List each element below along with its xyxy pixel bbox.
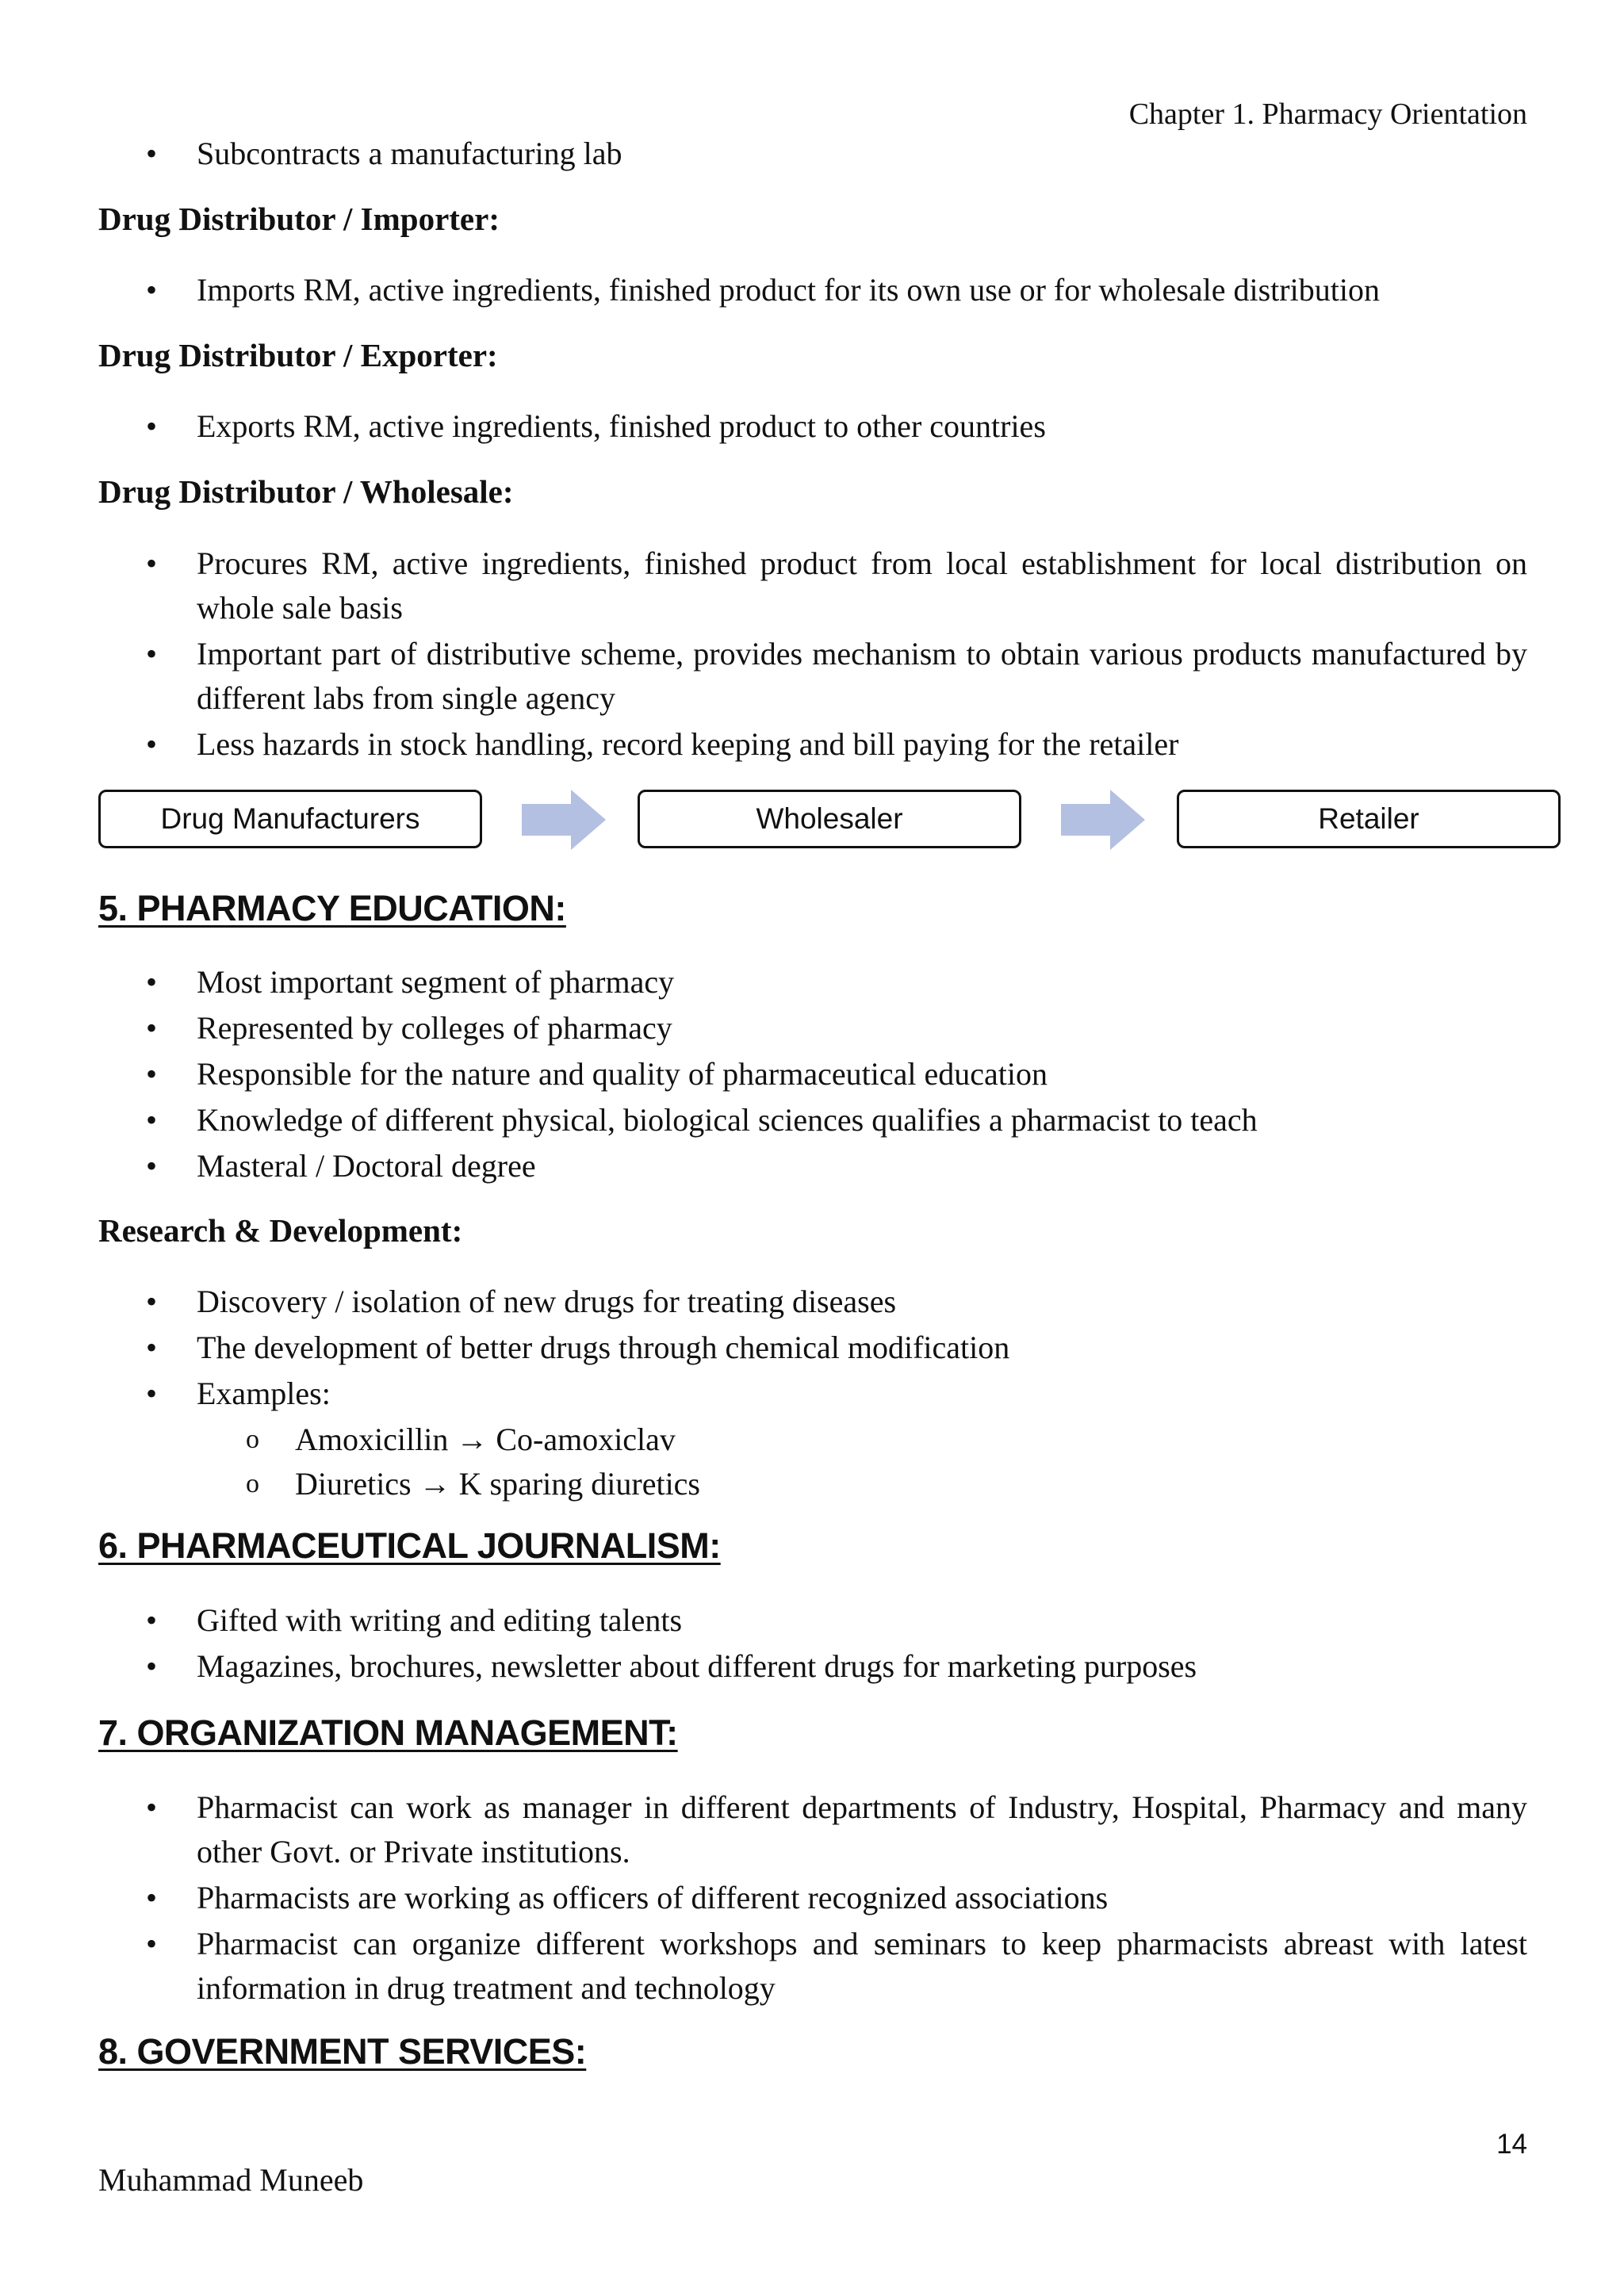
list-item: • Masteral / Doctoral degree xyxy=(98,1144,1527,1188)
exporter-heading: Drug Distributor / Exporter: xyxy=(98,337,498,373)
list-item: • Gifted with writing and editing talents xyxy=(98,1598,1527,1643)
list-item: • Exports RM, active ingredients, finished product to other countries xyxy=(98,404,1527,449)
flow-box-retailer: Retailer xyxy=(1177,790,1561,848)
list-item: • Important part of distributive scheme, provides mechanism to obtain various products manufactured by different labs from single agency xyxy=(98,632,1527,721)
importer-list xyxy=(98,268,1527,314)
examples-sublist xyxy=(98,1418,1527,1506)
wholesale-heading: Drug Distributor / Wholesale: xyxy=(98,473,514,510)
footer-author: Muhammad Muneeb xyxy=(98,2162,364,2198)
list-item: • Responsible for the nature and quality of pharmaceutical education xyxy=(98,1052,1527,1096)
wholesale-list xyxy=(98,541,1527,768)
sublist-item: o Diuretics → K sparing diuretics xyxy=(98,1462,1527,1506)
top-list-block xyxy=(98,132,1527,178)
section-heading-journalism: 6. PHARMACEUTICAL JOURNALISM: xyxy=(98,1525,721,1566)
section-heading-government: 8. GOVERNMENT SERVICES: xyxy=(98,2031,587,2072)
exporter-list xyxy=(98,404,1527,450)
sublist-item: o Amoxicillin → Co-amoxiclav xyxy=(98,1418,1527,1462)
list-item: • Subcontracts a manufacturing lab xyxy=(98,132,1527,176)
flow-arrow-icon xyxy=(1061,790,1145,850)
list-item: • Knowledge of different physical, biological sciences qualifies a pharmacist to teach xyxy=(98,1098,1527,1142)
section-heading-education: 5. PHARMACY EDUCATION: xyxy=(98,888,566,928)
list-item: • Pharmacist can work as manager in different departments of Industry, Hospital, Pharmacy and many other Govt. or Private institutions. xyxy=(98,1785,1527,1874)
education-list xyxy=(98,960,1527,1190)
flow-box-wholesaler: Wholesaler xyxy=(638,790,1021,848)
importer-heading: Drug Distributor / Importer: xyxy=(98,201,500,237)
flow-arrow-shape xyxy=(522,790,606,850)
flow-box-manufacturers: Drug Manufacturers xyxy=(98,790,482,848)
flow-arrow-shape xyxy=(1061,790,1145,850)
list-item: • The development of better drugs through chemical modification xyxy=(98,1326,1527,1370)
list-item: • Pharmacist can organize different workshops and seminars to keep pharmacists abreast with latest information in drug treatment and technology xyxy=(98,1922,1527,2011)
research-list xyxy=(98,1280,1527,1506)
management-list xyxy=(98,1785,1527,2012)
chapter-header: Chapter 1. Pharmacy Orientation xyxy=(1128,98,1527,131)
list-item: • Discovery / isolation of new drugs for treating diseases xyxy=(98,1280,1527,1324)
list-item: • Imports RM, active ingredients, finished product for its own use or for wholesale distribution xyxy=(98,268,1527,312)
page-number: 14 xyxy=(1496,2129,1527,2160)
list-item: • Procures RM, active ingredients, finished product from local establishment for local distribution on whole sale basis xyxy=(98,541,1527,630)
list-item: • Magazines, brochures, newsletter about different drugs for marketing purposes xyxy=(98,1644,1527,1689)
list-item: • Less hazards in stock handling, record keeping and bill paying for the retailer xyxy=(98,722,1527,767)
list-item: • Examples: xyxy=(98,1372,1527,1416)
research-heading: Research & Development: xyxy=(98,1212,463,1249)
journalism-list xyxy=(98,1598,1527,1690)
flow-arrow-icon xyxy=(522,790,606,850)
list-item: • Represented by colleges of pharmacy xyxy=(98,1006,1527,1050)
list-item: • Most important segment of pharmacy xyxy=(98,960,1527,1004)
section-heading-management: 7. ORGANIZATION MANAGEMENT: xyxy=(98,1712,678,1753)
list-item: • Pharmacists are working as officers of different recognized associations xyxy=(98,1876,1527,1920)
